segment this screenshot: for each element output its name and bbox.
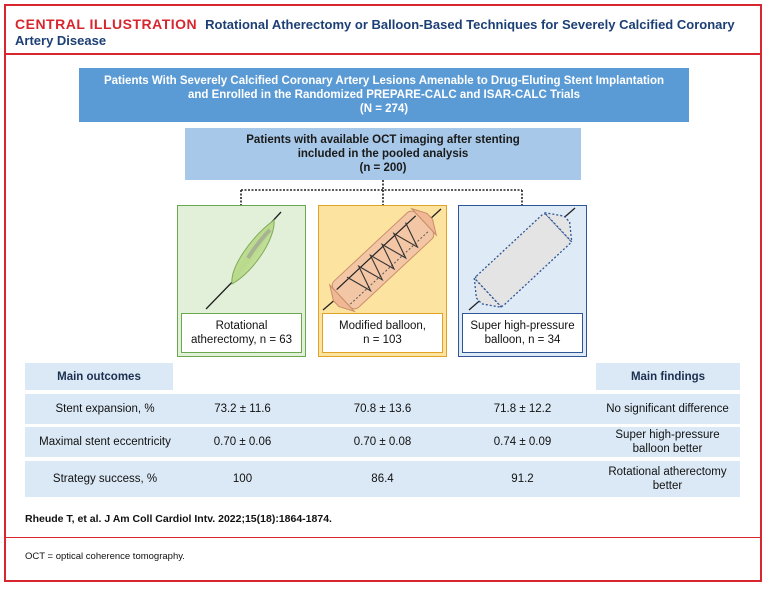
shp-label-line-1: Super high-pressure	[470, 320, 575, 332]
oct-line-2: included in the pooled analysis	[297, 148, 469, 160]
mod-label-line-1: Modified balloon,	[339, 320, 426, 332]
mod-stent-eccentricity: 0.70 ± 0.08	[353, 436, 412, 448]
rot-stent-eccentricity: 0.70 ± 0.06	[213, 436, 272, 448]
super-high-pressure-balloon-panel	[458, 205, 587, 357]
mod-label-line-2: n = 103	[363, 334, 402, 346]
strategy-success-label: Strategy success, %	[52, 473, 158, 485]
mod-strategy-success: 86.4	[371, 473, 394, 485]
rotablator-burr-icon	[178, 206, 307, 316]
rot-label-line-1: Rotational	[215, 320, 268, 332]
main-findings-header: Main findings	[596, 363, 740, 390]
finding-line-2: better	[652, 480, 683, 492]
oct-count: (n = 200)	[359, 162, 407, 174]
rot-stent-expansion: 73.2 ± 11.6	[214, 403, 271, 415]
stent-expansion-finding	[590, 394, 745, 424]
enrolled-line-1: Patients With Severely Calcified Coronary Artery Lesions Amenable to Drug-Eluting Stent Implantation	[103, 75, 665, 87]
super-high-pressure-label	[462, 313, 583, 353]
illustration-title: Rotational Atherectomy or Balloon-Based Techniques for Severely Calcified Coronary Artery Disease	[15, 17, 735, 48]
main-outcomes-header: Main outcomes	[25, 363, 173, 390]
stent-eccentricity-label: Maximal stent eccentricity	[39, 436, 171, 448]
mod-stent-expansion: 70.8 ± 13.6	[353, 403, 412, 415]
central-illustration-tag: CENTRAL ILLUSTRATION	[15, 16, 198, 32]
finding-line-1: Super high-pressure	[615, 429, 720, 441]
strategy-success-finding	[590, 461, 745, 497]
enrolled-line-2: and Enrolled in the Randomized PREPARE-CALC and ISAR-CALC Trials	[187, 89, 581, 101]
modified-balloon-label	[322, 313, 443, 353]
shp-label-line-2: balloon, n = 34	[484, 334, 561, 346]
shp-stent-expansion: 71.8 ± 12.2	[493, 403, 552, 415]
high-pressure-balloon-icon	[459, 206, 588, 316]
enrolled-count: (N = 274)	[359, 103, 409, 115]
footer-divider	[6, 537, 760, 538]
stent-expansion-label: Stent expansion, %	[55, 403, 155, 415]
abbreviation-footnote: OCT = optical coherence tomography.	[25, 551, 185, 562]
finding-line-2: balloon better	[632, 443, 703, 455]
branch-connector	[0, 0, 768, 210]
rot-label-line-2: atherectomy, n = 63	[190, 334, 293, 346]
shp-stent-eccentricity: 0.74 ± 0.09	[493, 436, 552, 448]
finding-line-1: Rotational atherectomy	[608, 466, 727, 478]
rotational-atherectomy-label	[181, 313, 302, 353]
oct-line-1: Patients with available OCT imaging after stenting	[246, 134, 520, 146]
rot-strategy-success: 100	[232, 473, 253, 485]
scoring-balloon-icon	[319, 206, 448, 316]
finding-line-1: No significant difference	[606, 403, 729, 415]
shp-strategy-success: 91.2	[511, 473, 534, 485]
stent-eccentricity-finding	[590, 427, 745, 457]
modified-balloon-panel	[318, 205, 447, 357]
citation: Rheude T, et al. J Am Coll Cardiol Intv. 2022;15(18):1864-1874.	[25, 513, 332, 525]
rotational-atherectomy-panel	[177, 205, 306, 357]
